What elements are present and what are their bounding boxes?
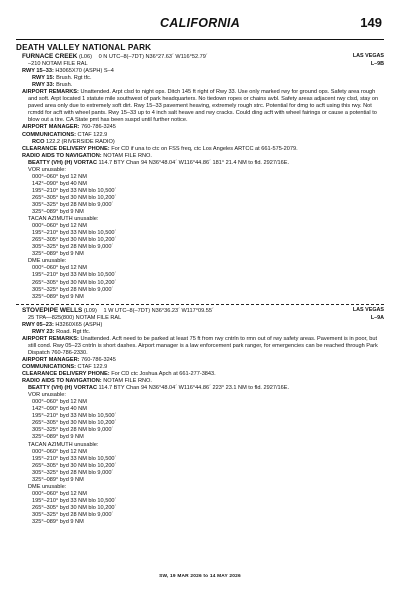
list-item: 000°–060° byd 12 NM — [32, 490, 87, 497]
vor-unusable-heading: VOR unusable: — [28, 166, 66, 173]
list-item: 195°–210° byd 33 NM blo 10,500´ — [32, 187, 117, 194]
list-item: 195°–210° byd 33 NM blo 10,500´ — [32, 230, 117, 237]
navaids-text: NOTAM FILE RNO. — [103, 152, 152, 159]
vor-unusable-heading: VOR unusable: — [28, 392, 66, 399]
sectional-chart: LAS VEGAS — [352, 53, 384, 59]
tacan-unusable-heading: TACAN AZIMUTH unusable: — [28, 216, 99, 223]
vortac-label: BEATTY (VH) (H) VORTAC — [28, 159, 97, 166]
manager-phone: 760-786-3245 — [81, 356, 116, 363]
comms-text: CTAF 122.9 — [77, 364, 108, 371]
rco-label: RCO — [32, 138, 45, 145]
runway-text: H3065X70 (ASPH) S–4 — [55, 68, 114, 75]
list-item: 265°–305° byd 30 NM blo 10,200´ — [32, 237, 117, 244]
airport-header-line — [16, 53, 384, 61]
runway-end-label: RWY 33: — [32, 82, 55, 89]
page-footer: SW, 19 MAR 2026 to 14 MAY 2026 — [159, 574, 241, 579]
enroute-chart: L–9A — [370, 314, 384, 321]
list-item: 325°–089° byd 9 NM — [32, 519, 84, 526]
communications — [16, 364, 384, 371]
vortac-text: 114.7 BTY Chan 94 N36°48.04´ W116°44.86´ 181° 21.4 NM to fld. 2927/16E. — [98, 159, 290, 166]
list-item: 325°–089° byd 9 NM — [32, 476, 84, 483]
sectional-chart: LAS VEGAS — [352, 306, 384, 313]
page-header — [0, 12, 400, 42]
airport-location: 1 W UTC–8(–7DT) N36°36.23´ W117°09.55´ — [103, 307, 214, 314]
list-item: 000°–060° byd 12 NM — [32, 223, 87, 230]
navaids-text: NOTAM FILE RNO. — [103, 378, 152, 385]
runway-line — [16, 322, 384, 329]
list-item: 265°–305° byd 30 NM blo 10,200´ — [32, 420, 117, 427]
clearance-delivery — [16, 371, 384, 378]
runway-label: RWY 15–33: — [22, 68, 54, 75]
runway-text: H3260X65 (ASPH) — [55, 321, 103, 328]
runway-end-text: Brush. — [56, 82, 73, 89]
runway-label: RWY 05–23: — [22, 321, 54, 328]
list-item: 325°–089° byd 9 NM — [32, 434, 84, 441]
page-number: 149 — [360, 15, 382, 30]
list-item: 142°–090° byd 40 NM — [32, 406, 87, 413]
elevation-line — [16, 315, 384, 322]
dme-unusable-heading: DME unusable: — [28, 258, 67, 265]
runway-end-text: Brush. Rgt tfc. — [56, 75, 92, 82]
list-item: 000°–060° byd 12 NM — [32, 448, 87, 455]
park-title: DEATH VALLEY NATIONAL PARK — [16, 43, 152, 52]
communications — [16, 132, 384, 139]
airport-remarks — [16, 336, 384, 357]
clearance-delivery — [16, 146, 384, 153]
manager-label: AIRPORT MANAGER: — [22, 356, 80, 363]
enroute-chart: L–9B — [370, 61, 384, 68]
comms-label: COMMUNICATIONS: — [22, 131, 76, 138]
clearance-label: CLEARANCE DELIVERY PHONE: — [22, 371, 110, 378]
navaids-label: RADIO AIDS TO NAVIGATION: — [22, 152, 102, 159]
elevation-notam: –210 NOTAM FILE RAL — [28, 61, 88, 68]
elevation-line — [16, 61, 384, 68]
runway-end-line — [16, 82, 384, 89]
list-item: 325°–089° byd 9 NM — [32, 251, 84, 258]
list-item: 305°–325° byd 28 NM blo 9,000´ — [32, 201, 114, 208]
list-item: 195°–210° byd 33 NM blo 10,500´ — [32, 455, 117, 462]
elevation-notam: 25 TPA—825(800) NOTAM FILE RAL — [28, 314, 122, 321]
vortac-line — [16, 385, 384, 392]
runway-line — [16, 68, 384, 75]
list-item: 305°–325° byd 28 NM blo 9,000´ — [32, 244, 114, 251]
radio-aids — [16, 153, 384, 160]
list-item: 265°–305° byd 30 NM blo 10,200´ — [32, 279, 117, 286]
list-item: 195°–210° byd 33 NM blo 10,500´ — [32, 497, 117, 504]
list-item: 142°–090° byd 40 NM — [32, 180, 87, 187]
airport-name: FURNACE CREEK — [22, 53, 78, 60]
runway-end-line — [16, 75, 384, 82]
list-item: 265°–305° byd 30 NM blo 10,200´ — [32, 462, 117, 469]
list-item: 305°–325° byd 28 NM blo 9,000´ — [32, 427, 114, 434]
airport-entry-stovepipe-wells — [16, 307, 384, 526]
comms-text: CTAF 122.9 — [77, 131, 108, 138]
list-item: 265°–305° byd 30 NM blo 10,200´ — [32, 194, 117, 201]
list-item: 195°–210° byd 33 NM blo 10,500´ — [32, 413, 117, 420]
runway-end-label: RWY 23: — [32, 328, 55, 335]
list-item: 305°–325° byd 28 NM blo 9,000´ — [32, 286, 114, 293]
runway-end-label: RWY 15: — [32, 75, 55, 82]
vortac-label: BEATTY (VH) (H) VORTAC — [28, 385, 97, 392]
manager-phone: 760-786-3245 — [81, 124, 116, 131]
airport-manager — [16, 124, 384, 131]
airport-remarks — [16, 89, 384, 124]
airport-manager — [16, 357, 384, 364]
clearance-label: CLEARANCE DELIVERY PHONE: — [22, 145, 110, 152]
clearance-text: For CD if una to ctc on FSS freq, ctc Los Angeles ARTCC at 661-575-2079. — [111, 145, 298, 152]
manager-label: AIRPORT MANAGER: — [22, 124, 80, 131]
remarks-text: Unattended. Acft need to be parked at least 75 ft from rwy cntrln to rmn out of rwy safety areas. Pavement is in poor, but still cond. Rwy 05–23 cntrln is short dashes. Airport manager is a law enforcement park ranger, for emergencies can be reached through Park Dispatch 760-786-2330. — [28, 335, 378, 356]
airport-location: 0 N UTC–8(–7DT) N36°27.63´ W116°52.79´ — [98, 54, 208, 60]
dme-unusable-heading: DME unusable: — [28, 483, 67, 490]
entry-separator — [16, 304, 384, 305]
remarks-label: AIRPORT REMARKS: — [22, 89, 79, 96]
list-item: 265°–305° byd 30 NM blo 10,200´ — [32, 504, 117, 511]
rco-line — [16, 139, 384, 146]
page-content — [16, 42, 384, 526]
airport-entry-furnace-creek — [16, 53, 384, 301]
list-item: 000°–060° byd 12 NM — [32, 399, 87, 406]
clearance-text: For CD ctc Joshua Apch at 661-277-3843. — [111, 371, 216, 378]
list-item: 325°–089° byd 9 NM — [32, 293, 84, 300]
state-title: CALIFORNIA — [159, 16, 241, 30]
airport-id: (L06) — [78, 54, 93, 60]
navaids-label: RADIO AIDS TO NAVIGATION: — [22, 378, 102, 385]
airport-id: (L09) — [83, 307, 97, 314]
radio-aids — [16, 378, 384, 385]
comms-label: COMMUNICATIONS: — [22, 364, 76, 371]
airport-name: STOVEPIPE WELLS — [22, 306, 83, 314]
airport-header-line — [16, 307, 384, 315]
tacan-unusable-heading: TACAN AZIMUTH unusable: — [28, 441, 99, 448]
list-item: 305°–325° byd 28 NM blo 9,000´ — [32, 512, 114, 518]
vortac-line — [16, 160, 384, 167]
remarks-label: AIRPORT REMARKS: — [22, 335, 79, 342]
list-item: 325°–089° byd 9 NM — [32, 209, 84, 216]
list-item: 000°–060° byd 12 NM — [32, 173, 87, 180]
runway-end-line — [16, 329, 384, 336]
vortac-text: 114.7 BTY Chan 94 N36°48.04´ W116°44.86´ 223° 23.1 NM to fld. 2927/16E. — [98, 385, 290, 392]
list-item: 000°–060° byd 12 NM — [32, 265, 87, 272]
list-item: 305°–325° byd 28 NM blo 9,000´ — [32, 469, 114, 476]
rco-text: 122.2 (RIVERSIDE RADIO) — [46, 138, 115, 145]
runway-end-text: Road. Rgt tfc. — [56, 328, 91, 335]
remarks-text: Unattended. Arpt clsd to night ops. Ditch 145 ft right of Rwy 33. Use only marked rwy for ground ops. Safety area rough and soft. Arpt located 1 statute mile southwest of park headquarters. No tiedown ropes or chains avbl. Safety areas adjacent rwy clsd, stay on paved area only due to extremely soft dirt. Rwy 15–33 pavement heaving, extremely rough strc. Potential for dmg to acft using this rwy. Not rcmdd for acft with wheel pants. Rwy 15–33 up to 4 inch salt heave and rwy cracks. Could ding acft with wheel fairings or cause a potential to blow out a tire. CA State pmt has been suspd until further notice. — [28, 89, 379, 124]
header-rule — [16, 39, 384, 40]
list-item: 195°–210° byd 33 NM blo 10,500´ — [32, 272, 117, 279]
